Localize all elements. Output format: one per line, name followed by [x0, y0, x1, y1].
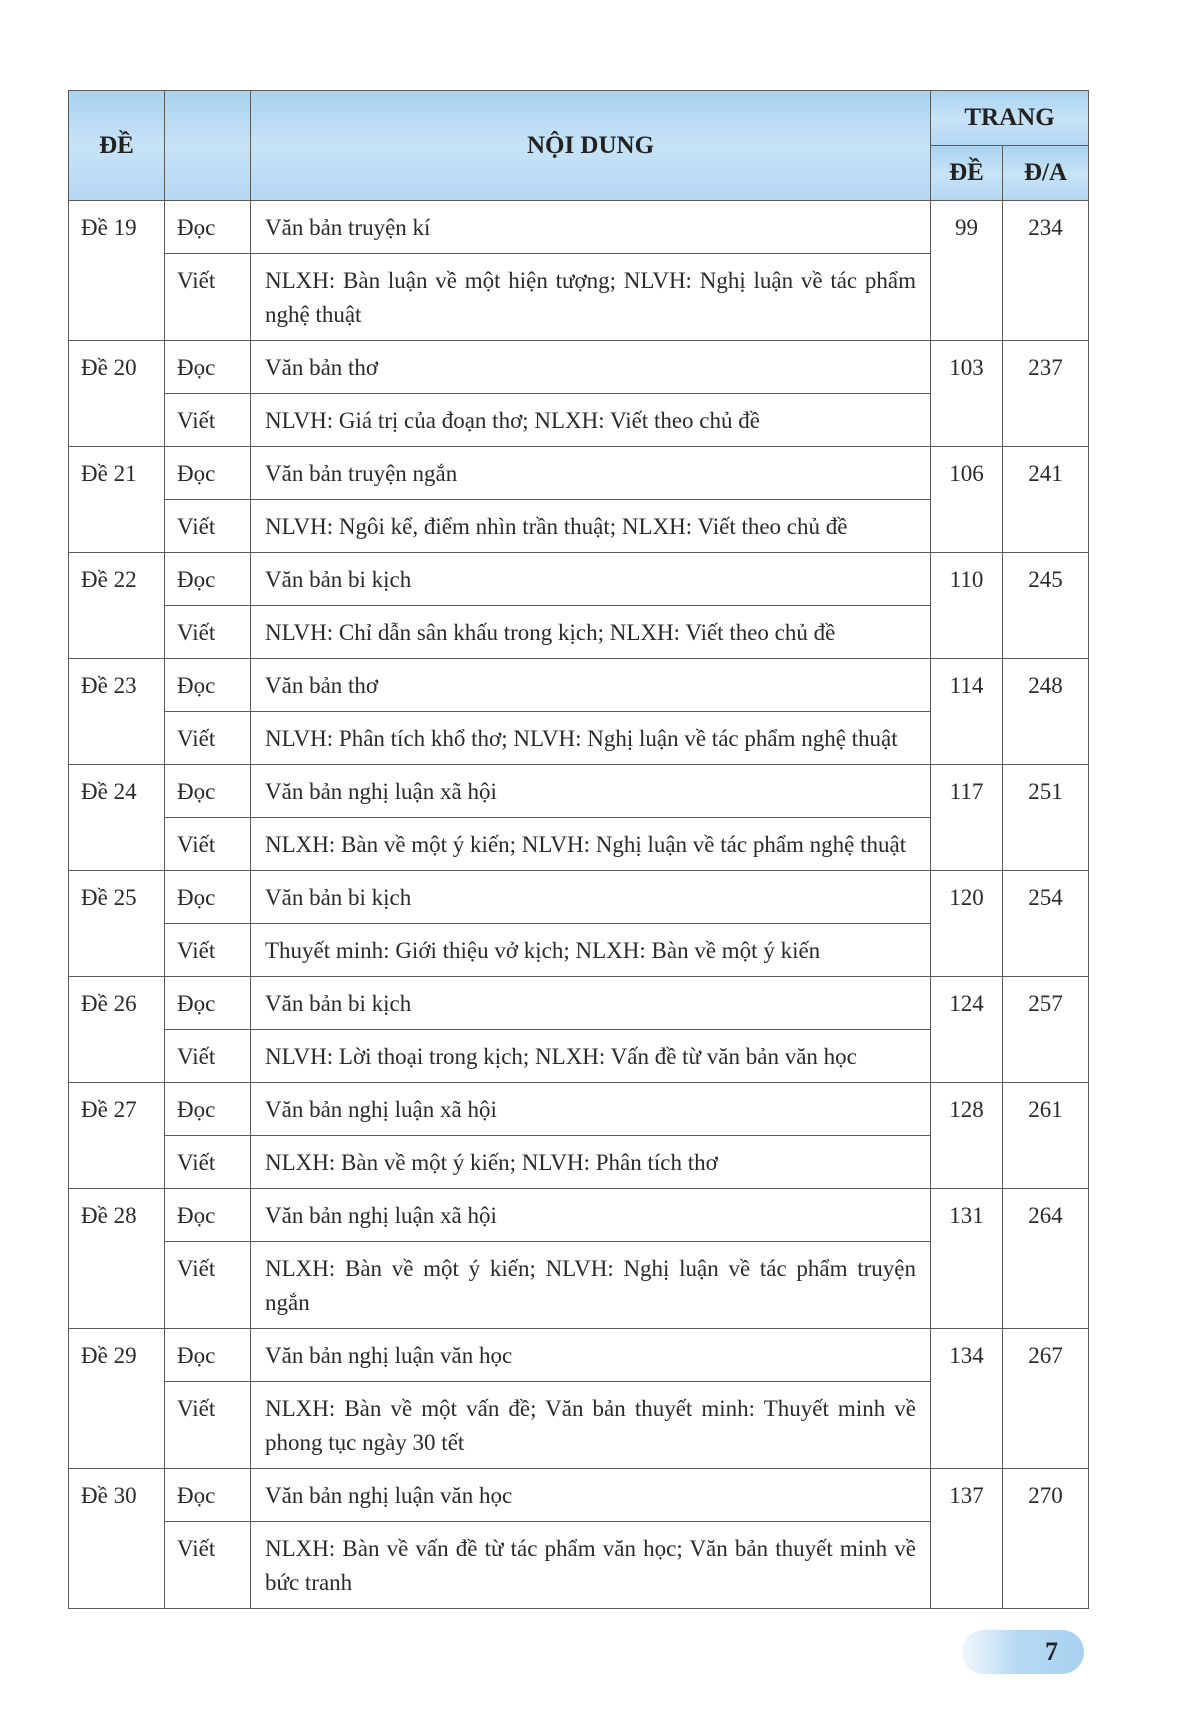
viet-content: NLVH: Phân tích khổ thơ; NLVH: Nghị luận về tác phẩm nghệ thuật [251, 712, 931, 765]
page-da: 261 [1003, 1083, 1089, 1189]
page-de: 134 [931, 1329, 1003, 1469]
header-content: NỘI DUNG [251, 91, 931, 201]
viet-label: Viết [165, 1522, 251, 1609]
doc-label: Đọc [165, 977, 251, 1030]
page-de: 110 [931, 553, 1003, 659]
doc-content: Văn bản bi kịch [251, 871, 931, 924]
de-label: Đề 22 [69, 553, 165, 659]
de-label: Đề 29 [69, 1329, 165, 1469]
doc-content: Văn bản nghị luận xã hội [251, 1189, 931, 1242]
page-da: 234 [1003, 201, 1089, 341]
header-trang-da: Đ/A [1003, 146, 1089, 201]
doc-label: Đọc [165, 1329, 251, 1382]
de-label: Đề 26 [69, 977, 165, 1083]
doc-label: Đọc [165, 1469, 251, 1522]
viet-content: NLXH: Bàn về một ý kiến; NLVH: Nghị luận về tác phẩm truyện ngắn [251, 1242, 931, 1329]
doc-content: Văn bản nghị luận xã hội [251, 1083, 931, 1136]
viet-label: Viết [165, 1030, 251, 1083]
doc-label: Đọc [165, 341, 251, 394]
viet-content: NLXH: Bàn về một ý kiến; NLVH: Nghị luận về tác phẩm nghệ thuật [251, 818, 931, 871]
de-label: Đề 30 [69, 1469, 165, 1609]
page-da: 267 [1003, 1329, 1089, 1469]
doc-content: Văn bản nghị luận văn học [251, 1469, 931, 1522]
toc-row-doc [69, 1329, 1089, 1382]
page-de: 124 [931, 977, 1003, 1083]
page-de: 128 [931, 1083, 1003, 1189]
toc-table [68, 90, 1089, 1609]
page-de: 103 [931, 341, 1003, 447]
toc-row-doc [69, 447, 1089, 500]
toc-table-container [68, 90, 1088, 1609]
page-de: 99 [931, 201, 1003, 341]
page-de: 137 [931, 1469, 1003, 1609]
doc-label: Đọc [165, 1189, 251, 1242]
page-da: 251 [1003, 765, 1089, 871]
toc-row-doc [69, 201, 1089, 254]
de-label: Đề 27 [69, 1083, 165, 1189]
de-label: Đề 21 [69, 447, 165, 553]
toc-row-doc [69, 1083, 1089, 1136]
doc-content: Văn bản nghị luận văn học [251, 1329, 931, 1382]
viet-label: Viết [165, 1136, 251, 1189]
de-label: Đề 24 [69, 765, 165, 871]
viet-content: NLXH: Bàn về một vấn đề; Văn bản thuyết minh: Thuyết minh về phong tục ngày 30 tết [251, 1382, 931, 1469]
doc-label: Đọc [165, 765, 251, 818]
viet-content: NLVH: Chỉ dẫn sân khấu trong kịch; NLXH: Viết theo chủ đề [251, 606, 931, 659]
header-de: ĐỀ [69, 91, 165, 201]
viet-content: NLXH: Bàn luận về một hiện tượng; NLVH: Nghị luận về tác phẩm nghệ thuật [251, 254, 931, 341]
toc-row-doc [69, 341, 1089, 394]
toc-row-doc [69, 765, 1089, 818]
viet-content: NLVH: Lời thoại trong kịch; NLXH: Vấn đề từ văn bản văn học [251, 1030, 931, 1083]
page-de: 117 [931, 765, 1003, 871]
viet-label: Viết [165, 606, 251, 659]
toc-row-doc [69, 977, 1089, 1030]
viet-content: NLXH: Bàn về vấn đề từ tác phẩm văn học; Văn bản thuyết minh về bức tranh [251, 1522, 931, 1609]
toc-row-doc [69, 1469, 1089, 1522]
page-da: 237 [1003, 341, 1089, 447]
viet-label: Viết [165, 1242, 251, 1329]
page-da: 248 [1003, 659, 1089, 765]
header-trang-de: ĐỀ [931, 146, 1003, 201]
page-da: 245 [1003, 553, 1089, 659]
viet-label: Viết [165, 254, 251, 341]
doc-content: Văn bản truyện ngắn [251, 447, 931, 500]
toc-row-doc [69, 553, 1089, 606]
toc-row-doc [69, 659, 1089, 712]
doc-label: Đọc [165, 1083, 251, 1136]
viet-label: Viết [165, 500, 251, 553]
viet-label: Viết [165, 818, 251, 871]
page-da: 254 [1003, 871, 1089, 977]
de-label: Đề 20 [69, 341, 165, 447]
header-trang: TRANG [931, 91, 1089, 146]
page-de: 131 [931, 1189, 1003, 1329]
viet-label: Viết [165, 712, 251, 765]
viet-label: Viết [165, 394, 251, 447]
de-label: Đề 19 [69, 201, 165, 341]
doc-label: Đọc [165, 447, 251, 500]
page-da: 257 [1003, 977, 1089, 1083]
doc-content: Văn bản bi kịch [251, 977, 931, 1030]
page-de: 106 [931, 447, 1003, 553]
page-da: 264 [1003, 1189, 1089, 1329]
doc-content: Văn bản thơ [251, 341, 931, 394]
toc-row-doc [69, 1189, 1089, 1242]
doc-label: Đọc [165, 871, 251, 924]
page-da: 270 [1003, 1469, 1089, 1609]
viet-content: Thuyết minh: Giới thiệu vở kịch; NLXH: Bàn về một ý kiến [251, 924, 931, 977]
doc-label: Đọc [165, 553, 251, 606]
viet-label: Viết [165, 924, 251, 977]
viet-content: NLVH: Ngôi kể, điểm nhìn trần thuật; NLXH: Viết theo chủ đề [251, 500, 931, 553]
toc-body [69, 201, 1089, 1609]
doc-content: Văn bản bi kịch [251, 553, 931, 606]
doc-content: Văn bản nghị luận xã hội [251, 765, 931, 818]
de-label: Đề 23 [69, 659, 165, 765]
page-de: 114 [931, 659, 1003, 765]
viet-content: NLVH: Giá trị của đoạn thơ; NLXH: Viết theo chủ đề [251, 394, 931, 447]
doc-label: Đọc [165, 659, 251, 712]
doc-content: Văn bản truyện kí [251, 201, 931, 254]
page-da: 241 [1003, 447, 1089, 553]
doc-content: Văn bản thơ [251, 659, 931, 712]
de-label: Đề 28 [69, 1189, 165, 1329]
viet-content: NLXH: Bàn về một ý kiến; NLVH: Phân tích thơ [251, 1136, 931, 1189]
doc-label: Đọc [165, 201, 251, 254]
page-de: 120 [931, 871, 1003, 977]
page-number-badge: 7 [962, 1630, 1084, 1674]
de-label: Đề 25 [69, 871, 165, 977]
toc-row-doc [69, 871, 1089, 924]
viet-label: Viết [165, 1382, 251, 1469]
header-type [165, 91, 251, 201]
